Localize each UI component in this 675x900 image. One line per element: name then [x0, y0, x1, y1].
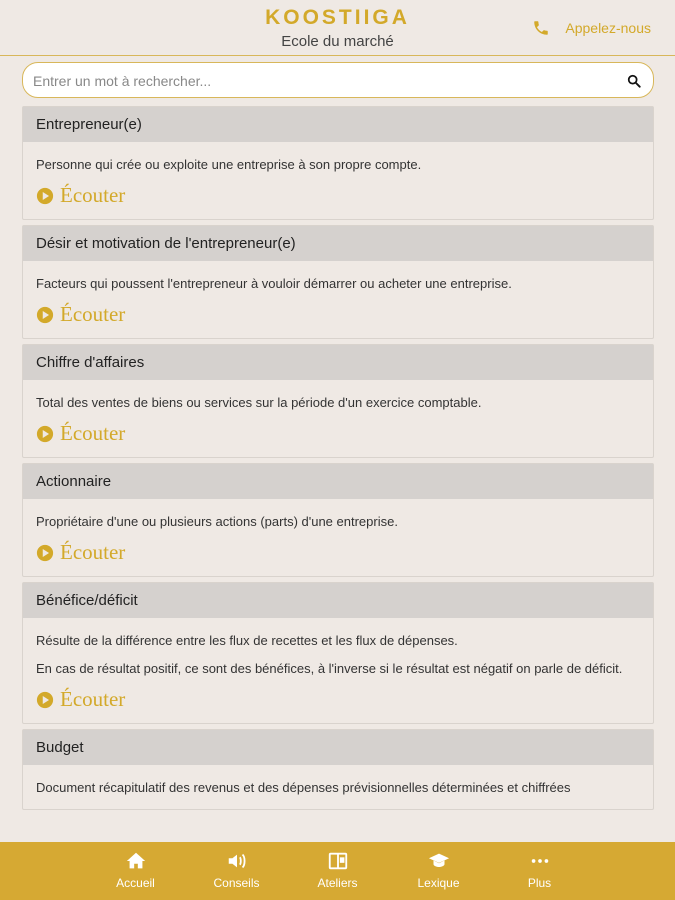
more-dots-icon	[529, 850, 551, 872]
graduation-cap-icon	[428, 850, 450, 872]
speaker-icon	[226, 850, 248, 872]
tab-accueil[interactable]	[85, 842, 186, 900]
tab-conseils[interactable]	[186, 842, 287, 900]
lexicon-list	[22, 106, 654, 842]
tab-label: Plus	[527, 876, 552, 890]
entry-body	[23, 261, 653, 338]
play-circle-icon	[36, 544, 54, 562]
entry-body	[23, 765, 653, 809]
listen-label: Écouter	[60, 421, 126, 445]
entry-definition: Total des ventes de biens ou services sur la période d'un exercice comptable.	[36, 395, 482, 410]
play-circle-icon	[36, 691, 54, 709]
listen-button[interactable]	[36, 687, 640, 712]
listen-label: Écouter	[60, 302, 126, 326]
entry-body	[23, 380, 653, 457]
search-icon[interactable]	[627, 74, 641, 88]
entry-body	[23, 499, 653, 576]
entry-title[interactable]: Désir et motivation de l'entrepreneur(e)	[23, 226, 653, 261]
entry-title[interactable]: Actionnaire	[23, 464, 653, 499]
lexicon-entry	[22, 582, 654, 724]
entry-title[interactable]: Chiffre d'affaires	[23, 345, 653, 380]
entry-definition: Résulte de la différence entre les flux de recettes et les flux de dépenses.	[36, 633, 458, 648]
lexicon-entry	[22, 344, 654, 458]
call-label: Appelez-nous	[565, 20, 651, 36]
entry-definition: Propriétaire d'une ou plusieurs actions (parts) d'une entreprise.	[36, 514, 398, 529]
bottom-tab-bar	[0, 842, 675, 900]
listen-button[interactable]	[36, 302, 640, 327]
tab-label: Conseils	[213, 876, 260, 890]
play-circle-icon	[36, 187, 54, 205]
app-header	[0, 0, 675, 56]
phone-icon	[532, 19, 550, 37]
entry-body	[23, 142, 653, 219]
tab-label: Lexique	[417, 876, 460, 890]
lexicon-entry	[22, 106, 654, 220]
tab-label: Ateliers	[317, 876, 358, 890]
listen-label: Écouter	[60, 687, 126, 711]
entry-definition: Document récapitulatif des revenus et des dépenses prévisionnelles déterminées et chiffrées	[36, 780, 571, 795]
play-circle-icon	[36, 425, 54, 443]
lexicon-entry	[22, 729, 654, 810]
lexicon-entry	[22, 225, 654, 339]
entry-title[interactable]: Budget	[23, 730, 653, 765]
listen-button[interactable]	[36, 421, 640, 446]
listen-button[interactable]	[36, 183, 640, 208]
entry-body	[23, 618, 653, 723]
listen-button[interactable]	[36, 540, 640, 565]
tab-lexique[interactable]	[388, 842, 489, 900]
lexicon-entry	[22, 463, 654, 577]
home-icon	[125, 850, 147, 872]
tab-ateliers[interactable]	[287, 842, 388, 900]
entry-definition: En cas de résultat positif, ce sont des bénéfices, à l'inverse si le résultat est négatif on parle de déficit.	[36, 661, 623, 676]
brand-name: KOOSTIIGA	[265, 6, 410, 29]
listen-label: Écouter	[60, 183, 126, 207]
listen-label: Écouter	[60, 540, 126, 564]
tab-plus[interactable]	[489, 842, 590, 900]
entry-definition: Personne qui crée ou exploite une entreprise à son propre compte.	[36, 157, 422, 172]
play-circle-icon	[36, 306, 54, 324]
call-button[interactable]	[532, 19, 651, 37]
search-bar	[22, 62, 654, 98]
search-input[interactable]	[33, 69, 613, 93]
brand-subtitle: Ecole du marché	[281, 33, 394, 50]
entry-title[interactable]: Bénéfice/déficit	[23, 583, 653, 618]
tab-label: Accueil	[116, 876, 155, 890]
book-icon	[327, 850, 349, 872]
entry-title[interactable]: Entrepreneur(e)	[23, 107, 653, 142]
entry-definition: Facteurs qui poussent l'entrepreneur à vouloir démarrer ou acheter une entreprise.	[36, 276, 512, 291]
